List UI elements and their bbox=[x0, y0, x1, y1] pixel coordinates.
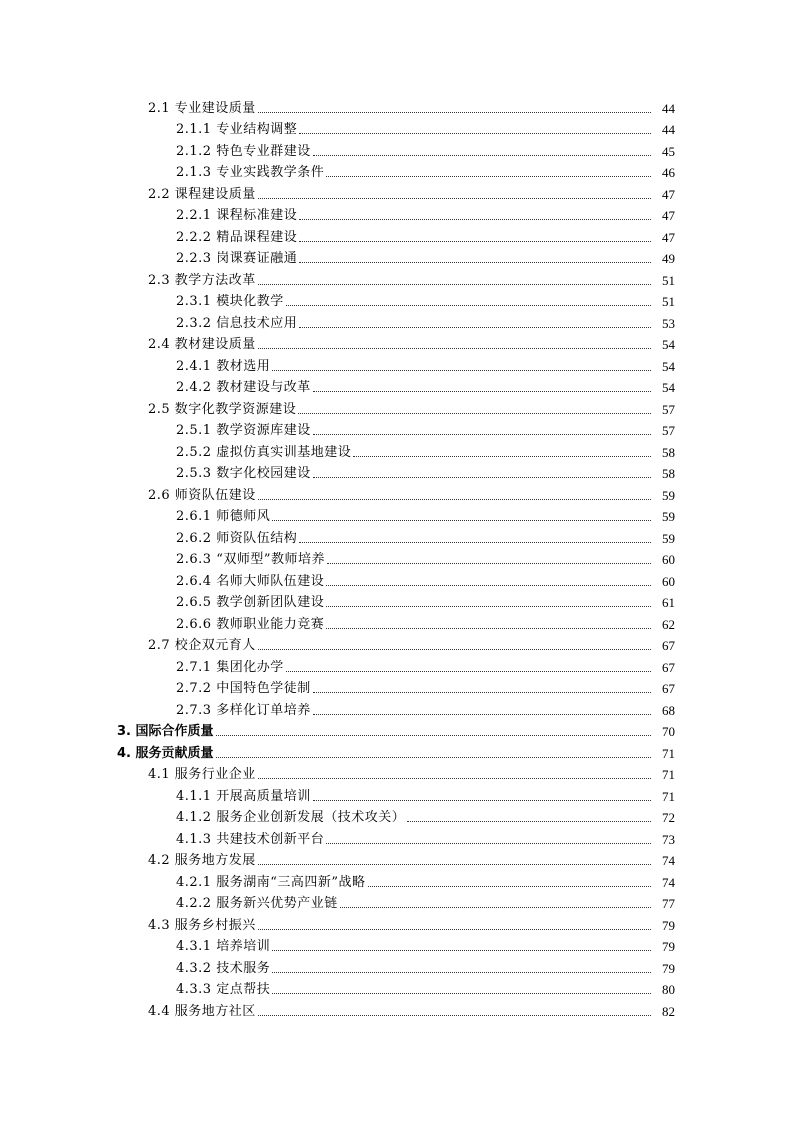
toc-entry-page: 74 bbox=[662, 874, 675, 890]
toc-entry-label: 2.3 教学方法改革 bbox=[148, 272, 256, 288]
toc-dot-leader bbox=[299, 218, 651, 220]
toc-dot-leader bbox=[272, 369, 651, 371]
toc-entry[interactable] bbox=[0, 223, 793, 245]
toc-entry[interactable] bbox=[0, 954, 793, 976]
toc-dot-leader bbox=[299, 240, 651, 242]
toc-entry-page: 59 bbox=[662, 509, 675, 524]
toc-entry[interactable] bbox=[0, 481, 793, 503]
toc-entry-page: 60 bbox=[662, 573, 675, 589]
toc-entry-page: 57 bbox=[662, 401, 675, 417]
toc-entry-label: 4.3.3 定点帮扶 bbox=[176, 982, 271, 997]
toc-entry-label: 4.1.3 共建技术创新平台 bbox=[176, 831, 325, 847]
toc-entry-page: 61 bbox=[662, 595, 675, 610]
toc-entry[interactable] bbox=[0, 761, 793, 783]
toc-entry[interactable] bbox=[0, 933, 793, 955]
toc-dot-leader bbox=[258, 347, 651, 349]
toc-dot-leader bbox=[299, 261, 651, 263]
toc-dot-leader bbox=[258, 498, 651, 500]
table-of-contents bbox=[0, 94, 793, 1019]
toc-dot-leader bbox=[326, 605, 651, 607]
toc-entry[interactable] bbox=[0, 610, 793, 632]
toc-dot-leader bbox=[313, 713, 651, 715]
toc-entry-label: 2.7 校企双元育人 bbox=[148, 638, 256, 653]
toc-entry-label: 4.3 服务乡村振兴 bbox=[148, 917, 256, 933]
toc-entry-page: 49 bbox=[662, 251, 675, 266]
toc-entry-page: 77 bbox=[662, 896, 675, 911]
toc-entry-page: 44 bbox=[662, 100, 675, 116]
toc-entry-label: 2.1 专业建设质量 bbox=[148, 100, 256, 116]
toc-dot-leader bbox=[299, 326, 651, 328]
toc-entry-label: 2.6.3 “双师型”教师培养 bbox=[176, 552, 326, 567]
toc-entry[interactable] bbox=[0, 911, 793, 933]
toc-entry-page: 59 bbox=[662, 487, 675, 503]
toc-entry-page: 67 bbox=[662, 681, 675, 696]
toc-entry-page: 74 bbox=[662, 853, 675, 868]
toc-dot-leader bbox=[313, 390, 651, 392]
toc-entry[interactable] bbox=[0, 589, 793, 611]
toc-entry[interactable] bbox=[0, 567, 793, 589]
toc-dot-leader bbox=[313, 691, 651, 693]
toc-entry-page: 59 bbox=[662, 530, 675, 546]
toc-entry-label: 2.3.2 信息技术应用 bbox=[176, 315, 298, 331]
toc-entry-label: 2.5 数字化教学资源建设 bbox=[148, 401, 297, 417]
toc-entry-label: 4.1 服务行业企业 bbox=[148, 767, 256, 782]
toc-entry-label: 2.1.2 特色专业群建设 bbox=[176, 143, 311, 159]
toc-dot-leader bbox=[258, 648, 651, 650]
toc-dot-leader bbox=[258, 197, 651, 199]
toc-dot-leader bbox=[258, 1014, 651, 1016]
toc-dot-leader bbox=[216, 734, 651, 736]
toc-dot-leader bbox=[353, 455, 651, 457]
toc-entry-label: 2.2.1 课程标准建设 bbox=[176, 208, 298, 223]
toc-entry-page: 79 bbox=[662, 939, 675, 954]
toc-entry[interactable] bbox=[0, 309, 793, 331]
toc-entry[interactable] bbox=[0, 137, 793, 159]
toc-entry-label: 2.6 师资队伍建设 bbox=[148, 487, 256, 503]
toc-dot-leader bbox=[407, 820, 651, 822]
toc-entry[interactable] bbox=[0, 503, 793, 525]
toc-entry[interactable] bbox=[0, 417, 793, 439]
toc-dot-leader bbox=[326, 175, 651, 177]
toc-dot-leader bbox=[258, 928, 651, 930]
toc-entry-label: 2.5.3 数字化校园建设 bbox=[176, 466, 311, 481]
toc-entry[interactable] bbox=[0, 245, 793, 267]
toc-dot-leader bbox=[258, 777, 651, 779]
toc-dot-leader bbox=[258, 111, 651, 113]
toc-entry-page: 53 bbox=[662, 315, 675, 331]
toc-entry-label: 2.2.2 精品课程建设 bbox=[176, 229, 298, 245]
toc-dot-leader bbox=[313, 433, 651, 435]
toc-entry-page: 44 bbox=[662, 122, 675, 137]
toc-entry-label: 2.6.4 名师大师队伍建设 bbox=[176, 573, 325, 589]
toc-entry[interactable] bbox=[0, 116, 793, 138]
toc-entry-label: 2.2 课程建设质量 bbox=[148, 186, 256, 202]
toc-dot-leader bbox=[327, 562, 651, 564]
toc-entry[interactable] bbox=[0, 266, 793, 288]
toc-entry-page: 57 bbox=[662, 423, 675, 438]
toc-dot-leader bbox=[299, 541, 651, 543]
toc-entry-page: 73 bbox=[662, 831, 675, 847]
toc-dot-leader bbox=[258, 283, 651, 285]
toc-entry[interactable] bbox=[0, 868, 793, 890]
toc-entry[interactable] bbox=[0, 976, 793, 998]
toc-entry-page: 80 bbox=[662, 982, 675, 997]
toc-entry-label: 2.7.3 多样化订单培养 bbox=[176, 702, 311, 718]
toc-entry-page: 67 bbox=[662, 659, 675, 675]
toc-entry-page: 71 bbox=[662, 788, 675, 804]
toc-entry-label: 2.4.2 教材建设与改革 bbox=[176, 380, 311, 395]
toc-entry-page: 79 bbox=[662, 960, 675, 976]
toc-dot-leader bbox=[216, 756, 651, 758]
toc-dot-leader bbox=[326, 842, 651, 844]
toc-entry-label: 2.1.1 专业结构调整 bbox=[176, 122, 298, 137]
toc-entry-label: 2.3.1 模块化教学 bbox=[176, 294, 284, 309]
toc-entry-label: 4.3.2 技术服务 bbox=[176, 960, 271, 976]
toc-dot-leader bbox=[299, 132, 651, 134]
toc-entry[interactable] bbox=[0, 202, 793, 224]
toc-entry[interactable] bbox=[0, 675, 793, 697]
toc-entry[interactable] bbox=[0, 331, 793, 353]
toc-entry-page: 79 bbox=[662, 917, 675, 933]
toc-dot-leader bbox=[272, 519, 651, 521]
toc-dot-leader bbox=[258, 863, 651, 865]
toc-entry-page: 47 bbox=[662, 229, 675, 245]
toc-entry[interactable] bbox=[0, 395, 793, 417]
toc-entry[interactable] bbox=[0, 460, 793, 482]
toc-entry-label: 2.6.6 教师职业能力竞赛 bbox=[176, 616, 325, 632]
toc-dot-leader bbox=[272, 971, 651, 973]
toc-entry-label: 2.2.3 岗课赛证融通 bbox=[176, 251, 298, 266]
toc-entry-label: 4.1.2 服务企业创新发展（技术攻关） bbox=[176, 810, 406, 825]
toc-dot-leader bbox=[326, 627, 651, 629]
toc-entry-label: 4.3.1 培养培训 bbox=[176, 939, 271, 954]
toc-entry-label: 4.1.1 开展高质量培训 bbox=[176, 788, 311, 804]
toc-entry[interactable] bbox=[0, 374, 793, 396]
toc-entry-label: 4.2.1 服务湖南“三高四新”战略 bbox=[176, 874, 366, 890]
toc-entry-page: 58 bbox=[662, 466, 675, 481]
toc-entry-page: 47 bbox=[662, 208, 675, 223]
toc-entry-label: 2.5.2 虚拟仿真实训基地建设 bbox=[176, 444, 352, 460]
toc-entry-label: 2.6.5 教学创新团队建设 bbox=[176, 595, 325, 610]
toc-dot-leader bbox=[313, 476, 651, 478]
toc-entry-page: 60 bbox=[662, 552, 675, 567]
toc-entry-page: 45 bbox=[662, 143, 675, 159]
toc-entry-page: 54 bbox=[662, 358, 675, 374]
toc-entry-label: 2.6.2 师资队伍结构 bbox=[176, 530, 298, 546]
toc-entry-label: 2.7.2 中国特色学徒制 bbox=[176, 681, 311, 696]
toc-entry-label: 2.4.1 教材选用 bbox=[176, 358, 271, 374]
toc-entry-page: 71 bbox=[662, 767, 675, 782]
toc-dot-leader bbox=[313, 154, 651, 156]
toc-entry-page: 58 bbox=[662, 444, 675, 460]
toc-dot-leader bbox=[272, 949, 651, 951]
toc-entry-page: 46 bbox=[662, 165, 675, 180]
toc-entry-page: 82 bbox=[662, 1003, 675, 1019]
toc-dot-leader bbox=[286, 670, 651, 672]
toc-entry-label: 2.4 教材建设质量 bbox=[148, 337, 256, 352]
toc-entry[interactable] bbox=[0, 524, 793, 546]
toc-entry-page: 51 bbox=[662, 272, 675, 288]
toc-entry[interactable] bbox=[0, 739, 793, 761]
toc-entry[interactable] bbox=[0, 997, 793, 1019]
toc-entry-page: 71 bbox=[662, 745, 675, 761]
toc-entry-label: 4. 服务贡献质量 bbox=[117, 745, 214, 761]
toc-entry[interactable] bbox=[0, 718, 793, 740]
toc-entry-label: 2.5.1 教学资源库建设 bbox=[176, 423, 311, 438]
toc-entry[interactable] bbox=[0, 696, 793, 718]
toc-entry-label: 2.6.1 师德师风 bbox=[176, 509, 271, 524]
toc-entry-page: 67 bbox=[662, 638, 675, 653]
toc-dot-leader bbox=[368, 885, 651, 887]
toc-entry[interactable] bbox=[0, 825, 793, 847]
toc-entry[interactable] bbox=[0, 94, 793, 116]
toc-entry[interactable] bbox=[0, 288, 793, 310]
toc-entry[interactable] bbox=[0, 804, 793, 826]
toc-entry-label: 2.1.3 专业实践教学条件 bbox=[176, 165, 325, 180]
toc-entry-page: 70 bbox=[662, 724, 675, 739]
toc-entry-page: 47 bbox=[662, 186, 675, 202]
toc-entry[interactable] bbox=[0, 632, 793, 654]
toc-entry[interactable] bbox=[0, 352, 793, 374]
toc-entry[interactable] bbox=[0, 159, 793, 181]
toc-entry-page: 68 bbox=[662, 702, 675, 718]
toc-entry[interactable] bbox=[0, 782, 793, 804]
toc-entry-label: 4.4 服务地方社区 bbox=[148, 1003, 256, 1019]
toc-entry-page: 51 bbox=[662, 294, 675, 309]
toc-entry-label: 2.7.1 集团化办学 bbox=[176, 659, 284, 675]
toc-entry-page: 54 bbox=[662, 337, 675, 352]
toc-entry-page: 62 bbox=[662, 616, 675, 632]
toc-dot-leader bbox=[313, 799, 651, 801]
toc-entry[interactable] bbox=[0, 438, 793, 460]
toc-entry-page: 72 bbox=[662, 810, 675, 825]
toc-entry[interactable] bbox=[0, 653, 793, 675]
toc-dot-leader bbox=[286, 304, 651, 306]
toc-entry-label: 4.2.2 服务新兴优势产业链 bbox=[176, 896, 338, 911]
toc-entry[interactable] bbox=[0, 546, 793, 568]
toc-entry-label: 3. 国际合作质量 bbox=[117, 724, 214, 739]
toc-entry-page: 54 bbox=[662, 380, 675, 395]
toc-dot-leader bbox=[326, 584, 651, 586]
toc-dot-leader bbox=[298, 412, 651, 414]
toc-dot-leader bbox=[340, 906, 651, 908]
toc-entry[interactable] bbox=[0, 890, 793, 912]
toc-dot-leader bbox=[272, 992, 651, 994]
toc-entry[interactable] bbox=[0, 847, 793, 869]
toc-entry[interactable] bbox=[0, 180, 793, 202]
toc-entry-label: 4.2 服务地方发展 bbox=[148, 853, 256, 868]
